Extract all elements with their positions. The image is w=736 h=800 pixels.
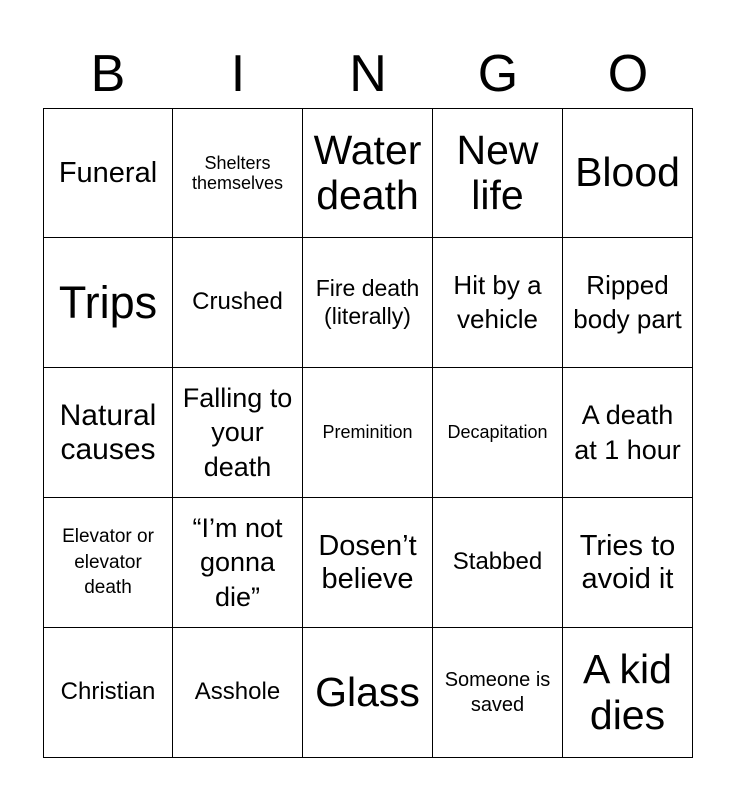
cell-label: Someone is saved [444, 669, 551, 716]
bingo-cell[interactable] [303, 498, 433, 628]
bingo-cell[interactable] [173, 368, 303, 498]
cell-label: Funeral [58, 156, 158, 189]
bingo-cell[interactable] [433, 238, 563, 368]
cell-label: Fire death (literally) [315, 274, 420, 329]
bingo-cell[interactable] [173, 238, 303, 368]
bingo-cell[interactable] [303, 628, 433, 758]
cell-label: Dosen’t believe [318, 530, 417, 595]
bingo-cell[interactable] [303, 108, 433, 238]
cell-label: Blood [575, 149, 680, 196]
cell-label: Hit by a vehicle [453, 269, 542, 334]
bingo-cell[interactable] [433, 108, 563, 238]
cell-label: Stabbed [452, 548, 543, 576]
bingo-cell[interactable] [43, 238, 173, 368]
bingo-cell[interactable] [433, 498, 563, 628]
cell-label: Christian [60, 678, 156, 706]
bingo-cell[interactable] [43, 498, 173, 628]
bingo-cell[interactable] [173, 498, 303, 628]
cell-label: “I’m not gonna die” [192, 513, 283, 612]
cell-label: Asshole [194, 678, 281, 706]
cell-label: Glass [315, 668, 420, 715]
cell-label: Shelters themselves [191, 152, 284, 193]
bingo-cell[interactable] [433, 368, 563, 498]
cell-label: A kid dies [583, 646, 672, 738]
bingo-cell[interactable] [303, 238, 433, 368]
bingo-cell[interactable] [173, 628, 303, 758]
header-letter-b: B [90, 45, 126, 103]
cell-label: New life [456, 126, 539, 218]
header-letter-i: I [230, 45, 246, 103]
bingo-cell[interactable] [563, 368, 693, 498]
cell-label: Decapitation [447, 422, 548, 443]
bingo-cell[interactable] [43, 368, 173, 498]
cell-label: Falling to your death [182, 383, 293, 482]
cell-label: Crushed [192, 288, 283, 316]
bingo-cell[interactable] [433, 628, 563, 758]
bingo-cell[interactable] [43, 628, 173, 758]
bingo-cell[interactable] [563, 498, 693, 628]
bingo-cell[interactable] [173, 108, 303, 238]
header-letter-o: O [607, 45, 649, 103]
bingo-board [43, 108, 693, 758]
cell-label: A death at 1 hour [574, 400, 681, 465]
bingo-cell[interactable] [563, 108, 693, 238]
cell-label: Ripped body part [573, 269, 682, 334]
bingo-cell[interactable] [303, 368, 433, 498]
bingo-cell[interactable] [563, 628, 693, 758]
header-letter-g: G [477, 45, 519, 103]
cell-label: Preminition [322, 422, 413, 443]
bingo-cell[interactable] [563, 238, 693, 368]
cell-label: Tries to avoid it [579, 530, 676, 595]
header-letter-n: N [349, 45, 387, 103]
cell-label: Natural causes [59, 398, 157, 466]
cell-label: Water death [313, 126, 422, 218]
bingo-header [43, 40, 693, 108]
bingo-cell[interactable] [43, 108, 173, 238]
cell-label: Elevator or elevator death [62, 526, 154, 599]
cell-label: Trips [58, 276, 158, 328]
